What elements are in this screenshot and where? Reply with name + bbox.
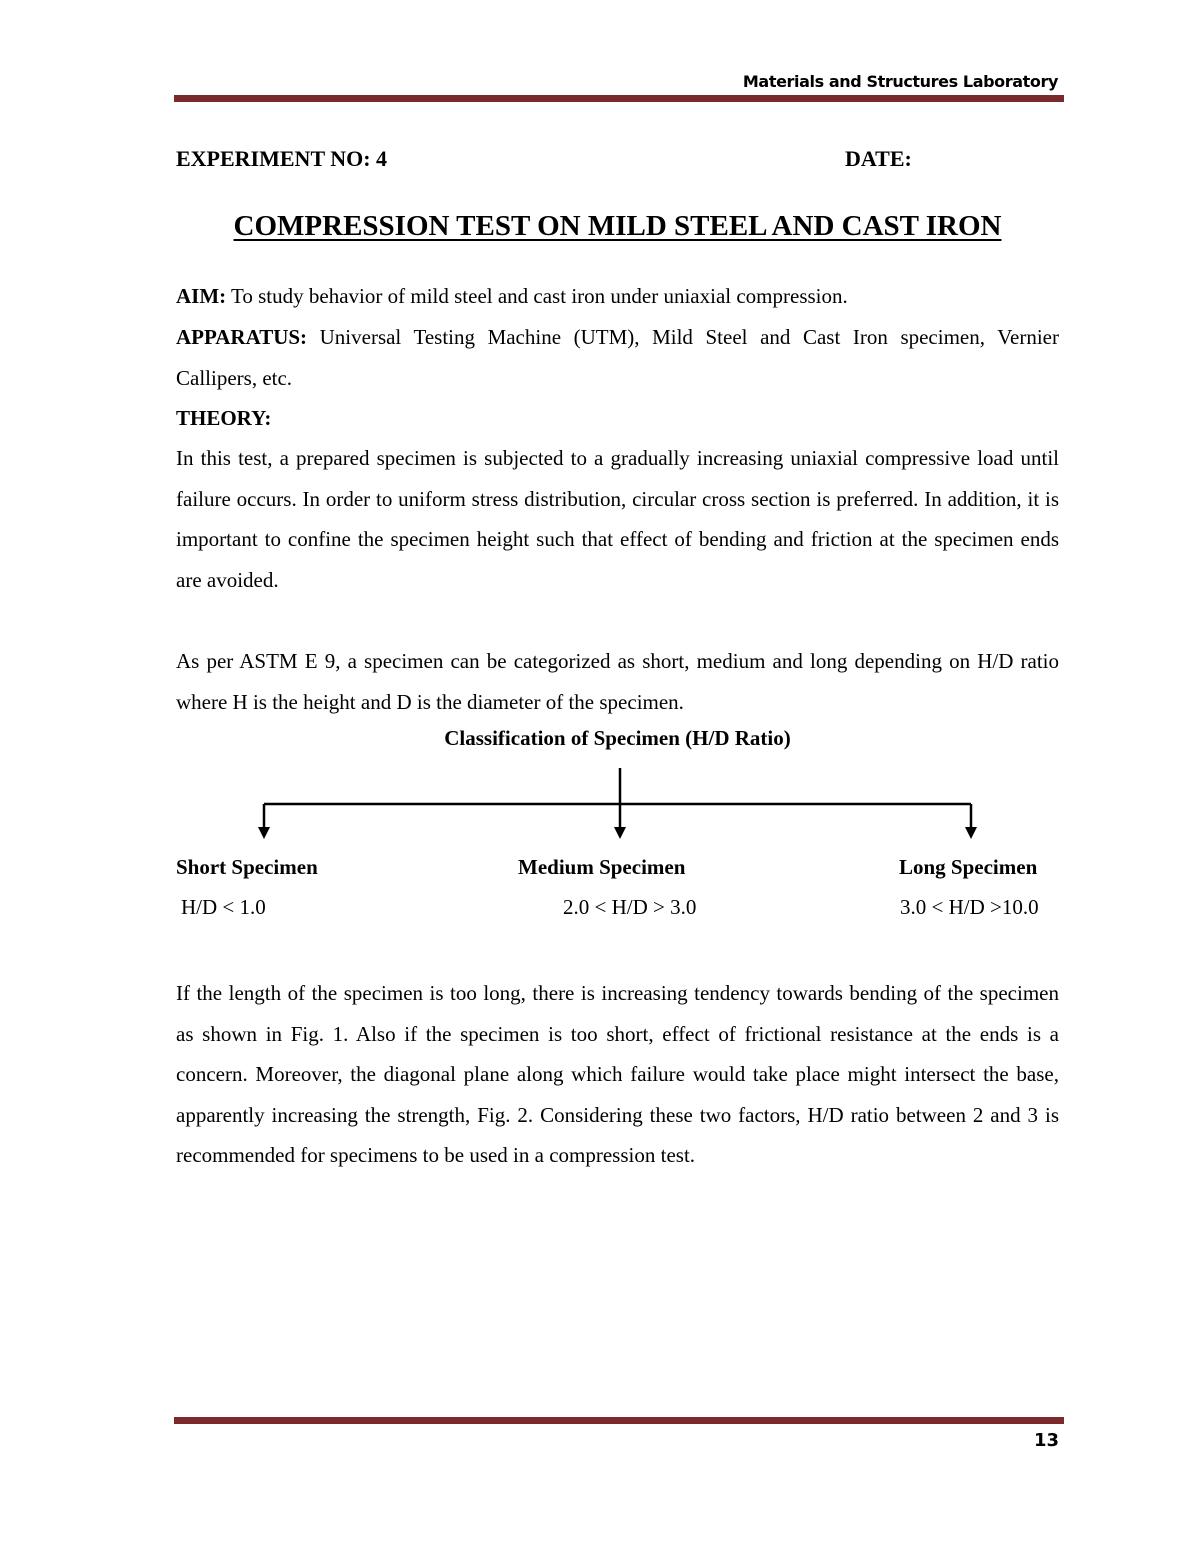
page-number: 13: [1033, 1430, 1059, 1451]
aim-text: To study behavior of mild steel and cast iron under uniaxial compression.: [226, 284, 848, 308]
theory-paragraph-1: In this test, a prepared specimen is subjected to a gradually increasing uniaxial compressive load until failure occurs. In order to uniform stress distribution, circular cross section is preferred. In addition, it is important to confine the specimen height such that effect of bending and friction at the specimen ends are avoided.: [176, 446, 1059, 592]
category-long-range: 3.0 < H/D >10.0: [900, 895, 1039, 919]
arrowhead-medium-icon: [614, 827, 626, 839]
apparatus-paragraph: [176, 317, 1059, 398]
apparatus-label: APPARATUS:: [176, 325, 308, 349]
aim-paragraph: [176, 276, 1059, 317]
arrowhead-long-icon: [965, 827, 977, 839]
aim-label: AIM:: [176, 284, 227, 308]
closing-paragraph: If the length of the specimen is too long, there is increasing tendency towards bending of the specimen as shown in Fig. 1. Also if the specimen is too short, effect of frictional resistance at the ends is a concern. Moreover, the diagonal plane along which failure would take place might intersect the base, apparently increasing the strength, Fig. 2. Considering these two factors, H/D ratio between 2 and 3 is recommended for specimens to be used in a compression test.: [176, 981, 1059, 1168]
date-label: DATE:: [845, 146, 912, 171]
theory-heading: THEORY:: [176, 406, 272, 430]
footer-rule: [174, 1417, 1064, 1424]
page-title: COMPRESSION TEST ON MILD STEEL AND CAST IRON: [233, 210, 1002, 242]
category-short-title: Short Specimen: [176, 855, 318, 879]
category-medium-title: Medium Specimen: [518, 855, 686, 879]
category-medium-range: 2.0 < H/D > 3.0: [563, 895, 697, 919]
header-title: Materials and Structures Laboratory: [742, 72, 1058, 91]
experiment-number: EXPERIMENT NO: 4: [176, 146, 388, 171]
diagram-caption: Classification of Specimen (H/D Ratio): [444, 726, 791, 750]
category-short-range: H/D < 1.0: [181, 895, 266, 919]
apparatus-text: Universal Testing Machine (UTM), Mild Steel and Cast Iron specimen, Vernier Callipers, etc.: [176, 325, 1059, 390]
theory-paragraph-2: As per ASTM E 9, a specimen can be categorized as short, medium and long depending on H/D ratio where H is the height and D is the diameter of the specimen.: [176, 649, 1059, 714]
category-long-title: Long Specimen: [899, 855, 1038, 879]
header-rule: [174, 95, 1064, 102]
arrowhead-short-icon: [258, 827, 270, 839]
